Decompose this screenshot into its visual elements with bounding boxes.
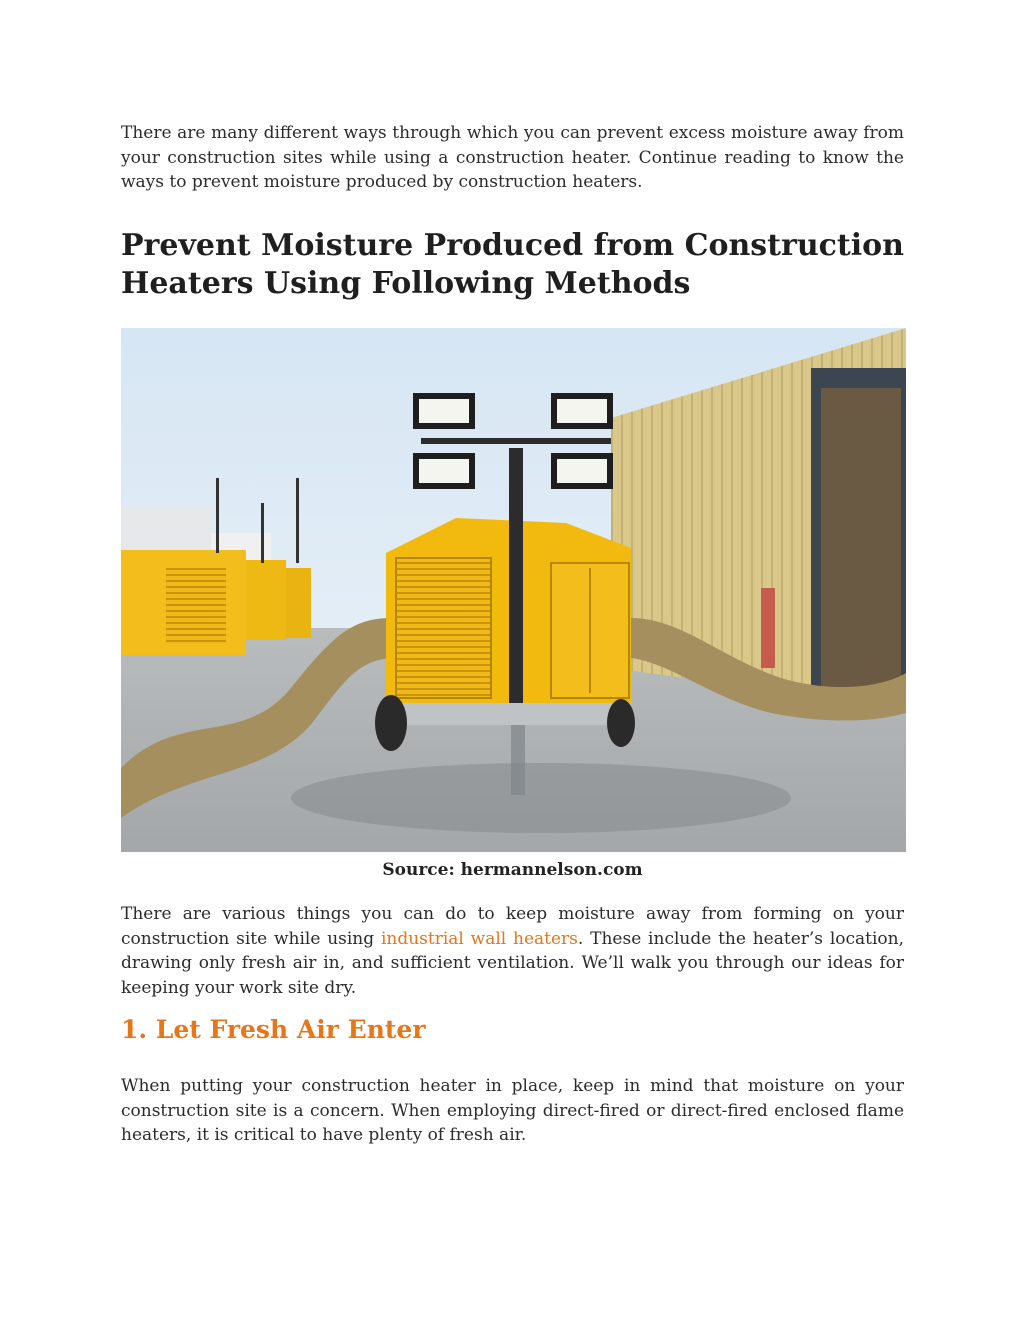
industrial-wall-heaters-link[interactable]: industrial wall heaters [380,928,578,949]
photo-caption: Source: hermannelson.com [382,860,643,880]
heater-photo [121,328,906,852]
methods-text-before-link: There are various things you can do to keep moisture away from forming on your construction site while using [121,904,904,949]
methods-text-after-link: . These include the heater’s location, drawing only fresh air in, and sufficient ventilation. We’ll walk you through our ideas for keeping your work site dry. [121,928,905,998]
intro-paragraph: There are many different ways through which you can prevent excess moisture away from your construction sites while using a construction heater. Continue reading to know the ways to prevent moisture produced by construction heaters. [121,123,904,192]
page-heading: Prevent Moisture Produced from Construction Heaters Using Following Methods [121,228,904,301]
step-1-paragraph: When putting your construction heater in place, keep in mind that moisture on your construction site is a concern. When employing direct-fired or direct-fired enclosed flame heaters, it is critical to have plenty of fresh air. [121,1076,904,1145]
step-1-heading: 1. Let Fresh Air Enter [121,1015,426,1044]
heater-illustration [121,328,906,852]
methods-paragraph [121,902,904,1000]
